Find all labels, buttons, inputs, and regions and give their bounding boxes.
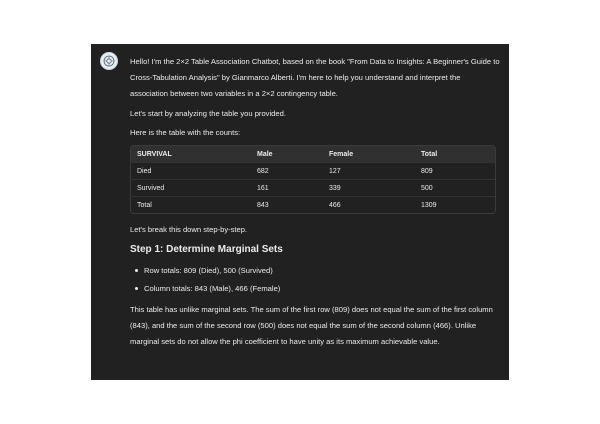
table-header-cell: Total	[415, 146, 495, 163]
chat-message-panel	[91, 44, 509, 380]
table-cell: 1309	[421, 201, 437, 209]
list-item	[144, 280, 500, 298]
step1-heading: Step 1: Determine Marginal Sets	[130, 244, 283, 255]
table-cell: Total	[137, 201, 152, 209]
marginal-list	[130, 262, 500, 298]
intro-paragraph: Hello! I'm the 2×2 Table Association Chatbot, based on the book "From Data to Insights: A Beginner's Guide to Cross-Tabulation Analysis" by Gianmarco Alberti. I'm here to help you understand and interpret the association between two variables in a 2×2 contingency table.	[130, 57, 500, 98]
breakdown-paragraph: Let's break this down step-by-step.	[130, 225, 248, 234]
table-cell: 161	[251, 180, 323, 197]
table-row	[131, 180, 495, 197]
bullet-icon	[135, 287, 138, 290]
start-paragraph: Let's start by analyzing the table you provided.	[130, 109, 286, 118]
bullet-icon	[135, 269, 138, 272]
table-cell: 682	[251, 163, 323, 180]
message-content	[130, 54, 500, 350]
table-cell: 466	[329, 201, 341, 209]
table-header-row	[131, 146, 495, 163]
table-cell: 339	[323, 180, 415, 197]
table-cell: 843	[257, 201, 269, 209]
table-row	[131, 197, 495, 213]
table-cell: Survived	[131, 180, 251, 197]
list-item	[144, 262, 500, 280]
table-cell: 127	[323, 163, 415, 180]
table-header-cell: Male	[251, 146, 323, 163]
table-row	[131, 163, 495, 180]
table-cell: Died	[131, 163, 251, 180]
list-item-text: Row totals: 809 (Died), 500 (Survived)	[144, 266, 273, 275]
chatbot-logo-icon	[100, 52, 118, 70]
table-cell: 500	[415, 180, 495, 197]
conclusion-paragraph: This table has unlike marginal sets. The sum of the first row (809) does not equal the sum of the first column (843), and the sum of the second row (500) does not equal the sum of the second column (466). Unlike marginal sets do not allow the phi coefficient to have unity as its maximum achievable value.	[130, 305, 493, 346]
table-intro-paragraph: Here is the table with the counts:	[130, 128, 241, 137]
table-cell: 809	[415, 163, 495, 180]
table-header-cell: Female	[323, 146, 415, 163]
counts-table	[130, 145, 496, 214]
list-item-text: Column totals: 843 (Male), 466 (Female)	[144, 284, 281, 293]
table-header-cell: SURVIVAL	[131, 146, 251, 163]
